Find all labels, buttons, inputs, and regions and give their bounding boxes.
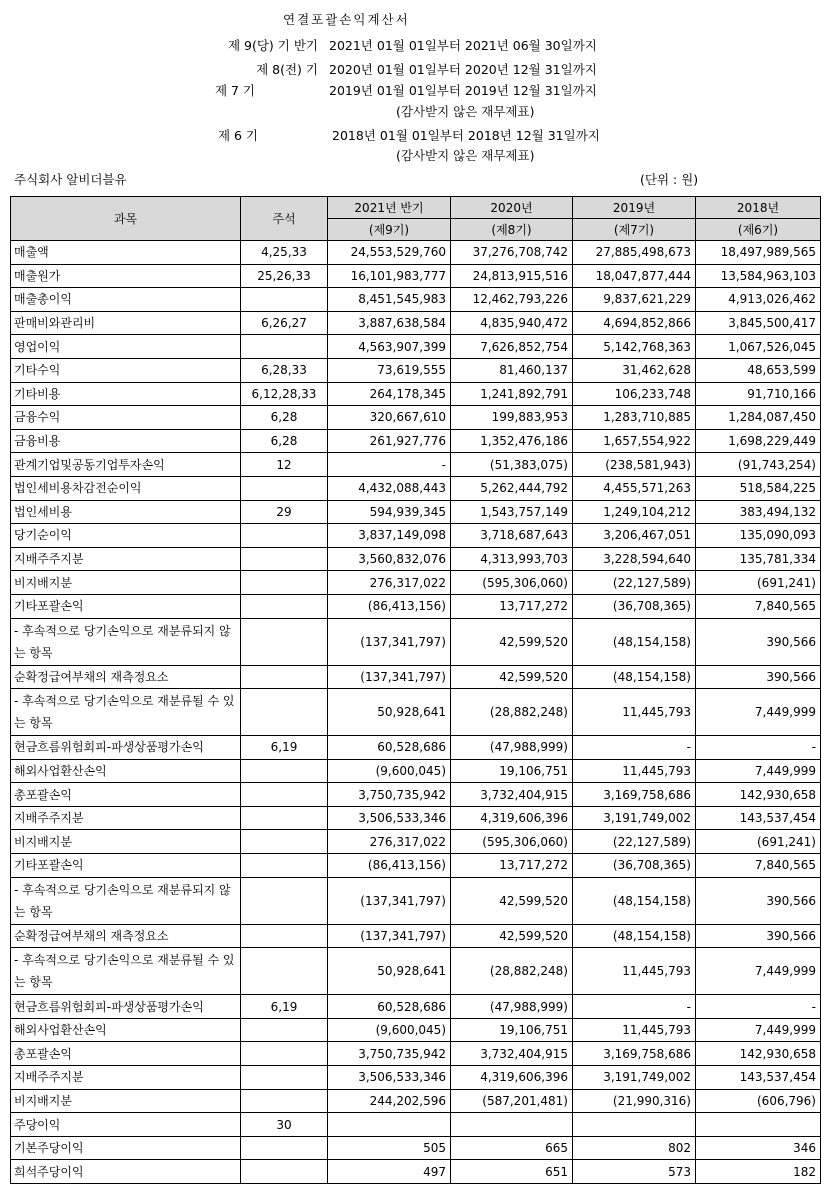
- row-note: 6,19: [241, 736, 328, 760]
- row-value: 4,432,088,443: [328, 476, 451, 500]
- row-value: [696, 1113, 821, 1137]
- column-header-item: 과목: [11, 197, 241, 241]
- row-note: [241, 1089, 328, 1113]
- row-value: 390,566: [696, 618, 821, 665]
- row-value: 4,319,606,396: [451, 806, 573, 830]
- row-value: (691,241): [696, 571, 821, 595]
- row-label: 법인세비용: [11, 500, 241, 524]
- row-value: (137,341,797): [328, 877, 451, 924]
- row-note: 6,28,33: [241, 358, 328, 382]
- row-value: 390,566: [696, 924, 821, 948]
- row-value: 665: [451, 1136, 573, 1160]
- row-value: (595,306,060): [451, 571, 573, 595]
- table-row: [11, 288, 821, 312]
- row-note: [241, 476, 328, 500]
- row-value: 4,563,907,399: [328, 335, 451, 359]
- row-label: 관계기업및공동기업투자손익: [11, 453, 241, 477]
- row-value: 390,566: [696, 877, 821, 924]
- row-value: 3,506,533,346: [328, 806, 451, 830]
- table-row: [11, 948, 821, 995]
- unit-label: (단위 : 원): [640, 172, 699, 187]
- row-value: 142,930,658: [696, 783, 821, 807]
- column-header-year: 2018년: [696, 197, 821, 219]
- row-value: (36,708,365): [573, 594, 696, 618]
- row-label: 당기순이익: [11, 524, 241, 548]
- row-label: 총포괄손익: [11, 1042, 241, 1066]
- row-value: 3,750,735,942: [328, 1042, 451, 1066]
- income-statement-table: [10, 196, 821, 1184]
- row-value: 3,887,638,584: [328, 311, 451, 335]
- row-value: 1,249,104,212: [573, 500, 696, 524]
- row-value: (137,341,797): [328, 924, 451, 948]
- row-value: 505: [328, 1136, 451, 1160]
- row-value: 7,449,999: [696, 948, 821, 995]
- row-value: (47,988,999): [451, 995, 573, 1019]
- row-value: 12,462,793,226: [451, 288, 573, 312]
- row-value: -: [573, 736, 696, 760]
- row-value: (21,990,316): [573, 1089, 696, 1113]
- row-value: -: [573, 995, 696, 1019]
- row-label: 주당이익: [11, 1113, 241, 1137]
- row-value: 31,462,628: [573, 358, 696, 382]
- period-range: 2021년 01월 01일부터 2021년 06월 30일까지: [329, 38, 597, 53]
- row-value: 3,206,467,051: [573, 524, 696, 548]
- row-value: [328, 1113, 451, 1137]
- row-value: 3,718,687,643: [451, 524, 573, 548]
- row-value: 7,449,999: [696, 759, 821, 783]
- row-value: -: [696, 736, 821, 760]
- table-row: [11, 1066, 821, 1090]
- table-row: [11, 877, 821, 924]
- period-label: 제 8(전) 기: [256, 62, 318, 77]
- row-note: 6,12,28,33: [241, 382, 328, 406]
- row-value: (137,341,797): [328, 665, 451, 689]
- row-note: [241, 594, 328, 618]
- row-value: 13,717,272: [451, 594, 573, 618]
- column-header-year: 2021년 반기: [328, 197, 451, 219]
- table-row: [11, 995, 821, 1019]
- row-note: [241, 1160, 328, 1184]
- table-row: [11, 335, 821, 359]
- row-value: 81,460,137: [451, 358, 573, 382]
- table-row: [11, 806, 821, 830]
- row-value: 3,845,500,417: [696, 311, 821, 335]
- row-label: 기본주당이익: [11, 1136, 241, 1160]
- row-note: 30: [241, 1113, 328, 1137]
- row-label: 현금흐름위험회피-파생상품평가손익: [11, 995, 241, 1019]
- row-value: 42,599,520: [451, 665, 573, 689]
- row-value: 3,169,758,686: [573, 1042, 696, 1066]
- row-note: [241, 877, 328, 924]
- row-value: 1,283,710,885: [573, 406, 696, 430]
- row-note: 6,26,27: [241, 311, 328, 335]
- row-value: [451, 1113, 573, 1137]
- row-value: [573, 1113, 696, 1137]
- period-range: 2018년 01월 01일부터 2018년 12월 31일까지: [332, 128, 600, 143]
- row-value: 11,445,793: [573, 1018, 696, 1042]
- row-value: (691,241): [696, 830, 821, 854]
- row-value: 3,732,404,915: [451, 1042, 573, 1066]
- row-value: 4,913,026,462: [696, 288, 821, 312]
- row-value: (86,413,156): [328, 594, 451, 618]
- row-value: 594,939,345: [328, 500, 451, 524]
- row-value: (48,154,158): [573, 924, 696, 948]
- period-label: 제 6 기: [217, 128, 258, 143]
- row-value: 3,837,149,098: [328, 524, 451, 548]
- row-value: (91,743,254): [696, 453, 821, 477]
- row-note: [241, 783, 328, 807]
- table-row: [11, 358, 821, 382]
- row-value: 8,451,545,983: [328, 288, 451, 312]
- table-row: [11, 618, 821, 665]
- period-label: 제 9(당) 기 반기: [227, 38, 318, 53]
- row-label: 매출액: [11, 241, 241, 265]
- row-value: (9,600,045): [328, 1018, 451, 1042]
- row-label: 법인세비용차감전순이익: [11, 476, 241, 500]
- row-label: 기타포괄손익: [11, 594, 241, 618]
- row-label: 해외사업환산손익: [11, 759, 241, 783]
- row-value: 3,506,533,346: [328, 1066, 451, 1090]
- row-label: 현금흐름위험회피-파생상품평가손익: [11, 736, 241, 760]
- row-value: 497: [328, 1160, 451, 1184]
- row-value: 42,599,520: [451, 877, 573, 924]
- table-row: [11, 547, 821, 571]
- row-value: (238,581,943): [573, 453, 696, 477]
- row-value: 143,537,454: [696, 806, 821, 830]
- row-value: (22,127,589): [573, 571, 696, 595]
- row-label: 해외사업환산손익: [11, 1018, 241, 1042]
- row-value: (47,988,999): [451, 736, 573, 760]
- row-note: [241, 689, 328, 736]
- row-note: [241, 288, 328, 312]
- row-label: 기타포괄손익: [11, 854, 241, 878]
- row-value: (48,154,158): [573, 618, 696, 665]
- row-label: 희석주당이익: [11, 1160, 241, 1184]
- row-value: 135,781,334: [696, 547, 821, 571]
- table-row: [11, 1160, 821, 1184]
- row-note: [241, 547, 328, 571]
- table-row: [11, 1136, 821, 1160]
- table-row: [11, 429, 821, 453]
- table-row: [11, 1113, 821, 1137]
- table-row: [11, 759, 821, 783]
- table-row: [11, 500, 821, 524]
- row-label: 순확정급여부채의 재측정요소: [11, 665, 241, 689]
- row-value: (48,154,158): [573, 665, 696, 689]
- row-value: 3,228,594,640: [573, 547, 696, 571]
- table-row: [11, 406, 821, 430]
- row-note: [241, 1136, 328, 1160]
- row-value: (22,127,589): [573, 830, 696, 854]
- column-header-year: 2019년: [573, 197, 696, 219]
- table-row: [11, 1089, 821, 1113]
- row-value: 16,101,983,777: [328, 264, 451, 288]
- row-value: 42,599,520: [451, 618, 573, 665]
- row-value: 19,106,751: [451, 759, 573, 783]
- row-value: 3,732,404,915: [451, 783, 573, 807]
- table-row: [11, 736, 821, 760]
- column-header-term: (제8기): [451, 219, 573, 241]
- column-header-year: 2020년: [451, 197, 573, 219]
- row-value: (51,383,075): [451, 453, 573, 477]
- row-value: 5,262,444,792: [451, 476, 573, 500]
- row-value: (587,201,481): [451, 1089, 573, 1113]
- row-note: [241, 571, 328, 595]
- row-note: 12: [241, 453, 328, 477]
- row-note: [241, 924, 328, 948]
- table-row: [11, 311, 821, 335]
- row-value: 651: [451, 1160, 573, 1184]
- row-value: 1,284,087,450: [696, 406, 821, 430]
- row-value: 3,191,749,002: [573, 806, 696, 830]
- row-value: 7,840,565: [696, 854, 821, 878]
- row-value: 199,883,953: [451, 406, 573, 430]
- row-label: 비지배지분: [11, 1089, 241, 1113]
- row-note: [241, 854, 328, 878]
- row-value: 346: [696, 1136, 821, 1160]
- row-value: 276,317,022: [328, 571, 451, 595]
- table-row: [11, 476, 821, 500]
- row-value: 320,667,610: [328, 406, 451, 430]
- row-value: 142,930,658: [696, 1042, 821, 1066]
- row-value: 143,537,454: [696, 1066, 821, 1090]
- row-value: (9,600,045): [328, 759, 451, 783]
- row-label: - 후속적으로 당기손익으로 재분류될 수 있는 항목: [11, 689, 241, 736]
- period-range: 2019년 01월 01일부터 2019년 12월 31일까지: [329, 83, 597, 98]
- row-note: [241, 618, 328, 665]
- row-value: 135,090,093: [696, 524, 821, 548]
- row-value: 802: [573, 1136, 696, 1160]
- table-row: [11, 264, 821, 288]
- table-row: [11, 783, 821, 807]
- row-label: 금융수익: [11, 406, 241, 430]
- row-value: 5,142,768,363: [573, 335, 696, 359]
- row-note: [241, 806, 328, 830]
- row-note: 6,19: [241, 995, 328, 1019]
- row-value: 4,313,993,703: [451, 547, 573, 571]
- column-header-term: (제9기): [328, 219, 451, 241]
- row-label: - 후속적으로 당기손익으로 재분류되지 않는 항목: [11, 877, 241, 924]
- row-label: 비지배지분: [11, 830, 241, 854]
- row-label: 지배주주지분: [11, 547, 241, 571]
- row-note: [241, 759, 328, 783]
- row-value: 1,352,476,186: [451, 429, 573, 453]
- row-value: 18,047,877,444: [573, 264, 696, 288]
- row-value: 1,067,526,045: [696, 335, 821, 359]
- row-value: (86,413,156): [328, 854, 451, 878]
- row-label: - 후속적으로 당기손익으로 재분류될 수 있는 항목: [11, 948, 241, 995]
- row-label: 기타수익: [11, 358, 241, 382]
- row-value: 11,445,793: [573, 689, 696, 736]
- row-note: 6,28: [241, 429, 328, 453]
- row-value: 182: [696, 1160, 821, 1184]
- row-value: 276,317,022: [328, 830, 451, 854]
- row-note: 25,26,33: [241, 264, 328, 288]
- row-value: -: [328, 453, 451, 477]
- table-row: [11, 689, 821, 736]
- row-label: 지배주주지분: [11, 806, 241, 830]
- row-value: (137,341,797): [328, 618, 451, 665]
- row-label: 매출원가: [11, 264, 241, 288]
- row-value: 13,584,963,103: [696, 264, 821, 288]
- column-header-term: (제7기): [573, 219, 696, 241]
- row-value: 11,445,793: [573, 948, 696, 995]
- row-value: 3,191,749,002: [573, 1066, 696, 1090]
- row-note: [241, 524, 328, 548]
- row-label: 금융비용: [11, 429, 241, 453]
- row-label: 총포괄손익: [11, 783, 241, 807]
- row-value: 24,553,529,760: [328, 241, 451, 265]
- table-row: [11, 382, 821, 406]
- table-row: [11, 241, 821, 265]
- row-value: (28,882,248): [451, 948, 573, 995]
- row-value: 264,178,345: [328, 382, 451, 406]
- row-value: (606,796): [696, 1089, 821, 1113]
- table-row: [11, 924, 821, 948]
- row-label: 지배주주지분: [11, 1066, 241, 1090]
- row-label: 영업이익: [11, 335, 241, 359]
- row-note: [241, 665, 328, 689]
- row-value: (595,306,060): [451, 830, 573, 854]
- company-name: 주식회사 알비더블유: [14, 172, 127, 187]
- row-value: 1,657,554,922: [573, 429, 696, 453]
- row-label: 판매비와관리비: [11, 311, 241, 335]
- row-value: 60,528,686: [328, 736, 451, 760]
- row-value: 7,449,999: [696, 689, 821, 736]
- row-value: 73,619,555: [328, 358, 451, 382]
- row-note: [241, 830, 328, 854]
- period-note: (감사받지 않은 재무제표): [396, 104, 535, 119]
- row-note: [241, 1018, 328, 1042]
- period-range: 2020년 01월 01일부터 2020년 12월 31일까지: [329, 62, 597, 77]
- row-value: 60,528,686: [328, 995, 451, 1019]
- column-header-note: 주석: [241, 197, 328, 241]
- row-value: (36,708,365): [573, 854, 696, 878]
- row-value: 50,928,641: [328, 948, 451, 995]
- row-value: 7,626,852,754: [451, 335, 573, 359]
- row-value: 4,694,852,866: [573, 311, 696, 335]
- table-row: [11, 854, 821, 878]
- row-value: 3,169,758,686: [573, 783, 696, 807]
- row-label: 비지배지분: [11, 571, 241, 595]
- row-value: 4,835,940,472: [451, 311, 573, 335]
- row-note: [241, 1066, 328, 1090]
- row-value: 244,202,596: [328, 1089, 451, 1113]
- row-value: 50,928,641: [328, 689, 451, 736]
- row-value: -: [696, 995, 821, 1019]
- row-value: 13,717,272: [451, 854, 573, 878]
- row-value: 18,497,989,565: [696, 241, 821, 265]
- row-label: 순확정급여부채의 재측정요소: [11, 924, 241, 948]
- row-value: (28,882,248): [451, 689, 573, 736]
- row-note: 4,25,33: [241, 241, 328, 265]
- row-note: [241, 948, 328, 995]
- row-value: 27,885,498,673: [573, 241, 696, 265]
- table-row: [11, 594, 821, 618]
- table-row: [11, 453, 821, 477]
- table-row: [11, 665, 821, 689]
- row-label: 기타비용: [11, 382, 241, 406]
- row-value: 48,653,599: [696, 358, 821, 382]
- row-value: 573: [573, 1160, 696, 1184]
- row-value: 518,584,225: [696, 476, 821, 500]
- table-row: [11, 524, 821, 548]
- row-value: 3,560,832,076: [328, 547, 451, 571]
- row-note: 29: [241, 500, 328, 524]
- row-value: 1,241,892,791: [451, 382, 573, 406]
- column-header-term: (제6기): [696, 219, 821, 241]
- row-value: 42,599,520: [451, 924, 573, 948]
- row-value: 7,449,999: [696, 1018, 821, 1042]
- row-value: 37,276,708,742: [451, 241, 573, 265]
- row-value: 1,698,229,449: [696, 429, 821, 453]
- row-value: 261,927,776: [328, 429, 451, 453]
- row-value: 19,106,751: [451, 1018, 573, 1042]
- row-value: (48,154,158): [573, 877, 696, 924]
- row-value: 383,494,132: [696, 500, 821, 524]
- row-note: [241, 1042, 328, 1066]
- table-row: [11, 1018, 821, 1042]
- row-value: 91,710,166: [696, 382, 821, 406]
- table-row: [11, 1042, 821, 1066]
- row-value: 1,543,757,149: [451, 500, 573, 524]
- statement-title: 연결포괄손익계산서: [283, 12, 410, 27]
- row-note: [241, 335, 328, 359]
- row-note: 6,28: [241, 406, 328, 430]
- row-value: 106,233,748: [573, 382, 696, 406]
- row-value: 4,319,606,396: [451, 1066, 573, 1090]
- row-label: - 후속적으로 당기손익으로 재분류되지 않는 항목: [11, 618, 241, 665]
- period-note: (감사받지 않은 재무제표): [396, 148, 535, 163]
- row-value: 11,445,793: [573, 759, 696, 783]
- row-value: 3,750,735,942: [328, 783, 451, 807]
- table-row: [11, 830, 821, 854]
- row-value: 9,837,621,229: [573, 288, 696, 312]
- period-label: 제 7 기: [214, 83, 255, 98]
- row-value: 24,813,915,516: [451, 264, 573, 288]
- table-row: [11, 571, 821, 595]
- row-label: 매출총이익: [11, 288, 241, 312]
- row-value: 7,840,565: [696, 594, 821, 618]
- row-value: 4,455,571,263: [573, 476, 696, 500]
- row-value: 390,566: [696, 665, 821, 689]
